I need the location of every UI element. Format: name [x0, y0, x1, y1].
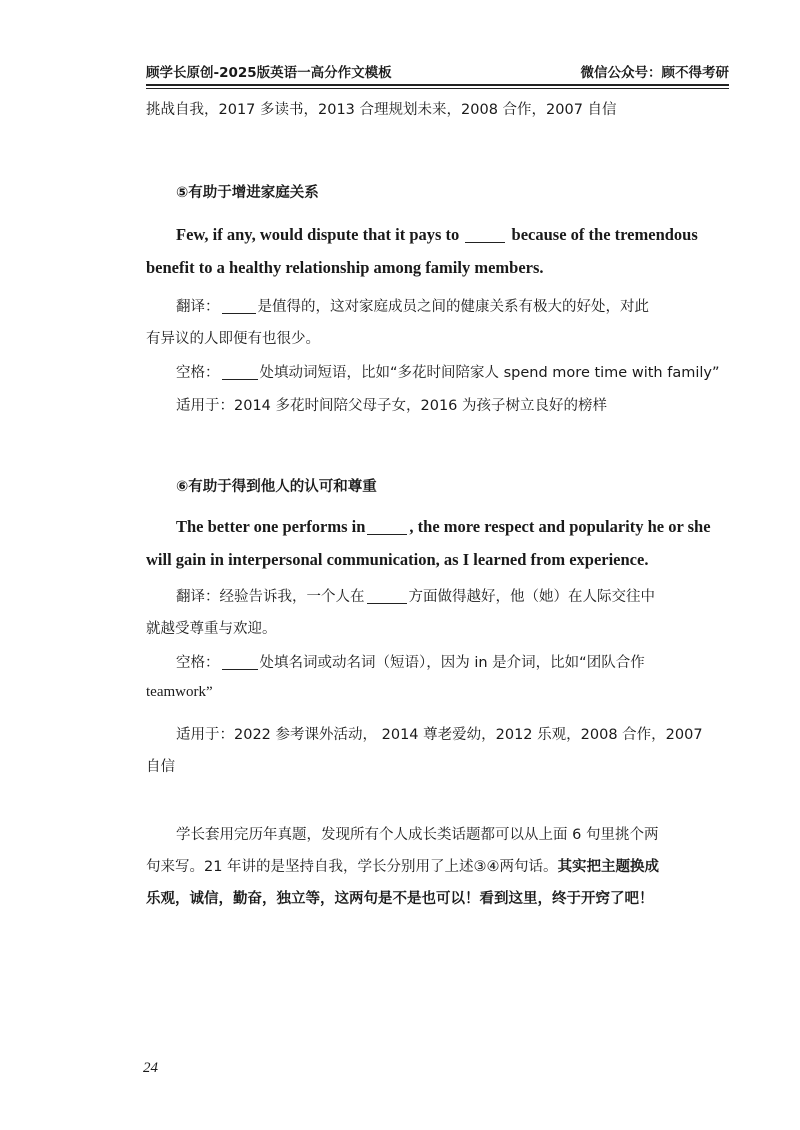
section5-translation-line2: 有异议的人即便有也很少。	[146, 331, 320, 347]
closing-line2-a: 句来写。21 年讲的是坚持自我，学长分别用了上述③④两句话。	[146, 859, 558, 875]
section5-english-b: because of the tremendous	[511, 225, 698, 244]
translation-text-a: 翻译：经验告诉我，一个人在	[176, 589, 365, 605]
section6-english-b: , the more respect and popularity he or she	[409, 517, 711, 536]
section6-applies-line2: 自信	[146, 759, 175, 775]
page-number: 24	[143, 1060, 158, 1076]
section5-english-a: Few, if any, would dispute that it pays to	[176, 225, 460, 244]
closing-line1: 学长套用完历年真题，发现所有个人成长类话题都可以从上面 6 句里挑个两	[176, 827, 659, 843]
section6-applies-line1: 适用于：2022 参考课外活动， 2014 尊老爱幼，2012 乐观，2008 合作，2007	[176, 727, 703, 743]
section5-english-line1	[176, 225, 698, 245]
section6-blank-note-line2: teamwork”	[146, 684, 213, 700]
blank-line	[222, 655, 258, 671]
section6-blank-note	[176, 651, 645, 672]
translation-text-b: 方面做得越好，他（她）在人际交往中	[408, 589, 655, 605]
section6-english-line1	[176, 517, 711, 537]
blank-note-text: 处填名词或动名词（短语），因为 in 是介词，比如“团队合作	[259, 655, 645, 671]
header-title: 顾学长原创-2025版英语一高分作文模板	[146, 65, 392, 81]
page-header	[146, 58, 729, 82]
blank-label: 空格：	[176, 365, 220, 381]
section5-translation-line1	[176, 295, 649, 316]
blank-label: 空格：	[176, 655, 220, 671]
section6-translation-line2: 就越受尊重与欢迎。	[146, 621, 277, 637]
section5-applies: 适用于：2014 多花时间陪父母子女，2016 为孩子树立良好的榜样	[176, 398, 608, 414]
blank-line	[465, 226, 505, 244]
section5-english-line2: benefit to a healthy relationship among family members.	[146, 258, 544, 277]
section6-english-a: The better one performs in	[176, 517, 366, 536]
closing-line3: 乐观，诚信，勤奋，独立等，这两句是不是也可以！看到这里，终于开窍了吧！	[146, 891, 654, 907]
blank-line	[367, 589, 407, 605]
blank-line	[222, 299, 256, 315]
header-rule	[146, 84, 729, 89]
blank-line	[367, 518, 407, 536]
header-wechat: 微信公众号：顾不得考研	[580, 65, 729, 81]
section6-title: ⑥有助于得到他人的认可和尊重	[176, 479, 377, 495]
closing-line2-b: 其实把主题换成	[557, 859, 660, 875]
section6-translation-line1	[176, 585, 655, 606]
translation-label: 翻译：	[176, 299, 220, 315]
blank-line	[222, 365, 258, 381]
blank-note-text: 处填动词短语，比如“多花时间陪家人 spend more time with family”	[259, 365, 720, 381]
section5-blank-note	[176, 361, 719, 382]
section5-title: ⑤有助于增进家庭关系	[176, 185, 319, 201]
intro-line: 挑战自我，2017 多读书，2013 合理规划未来，2008 合作，2007 自信	[146, 102, 617, 118]
closing-line2	[146, 855, 659, 876]
section6-english-line2: will gain in interpersonal communication, as I learned from experience.	[146, 550, 649, 569]
translation-text: 是值得的，这对家庭成员之间的健康关系有极大的好处，对此	[257, 299, 649, 315]
